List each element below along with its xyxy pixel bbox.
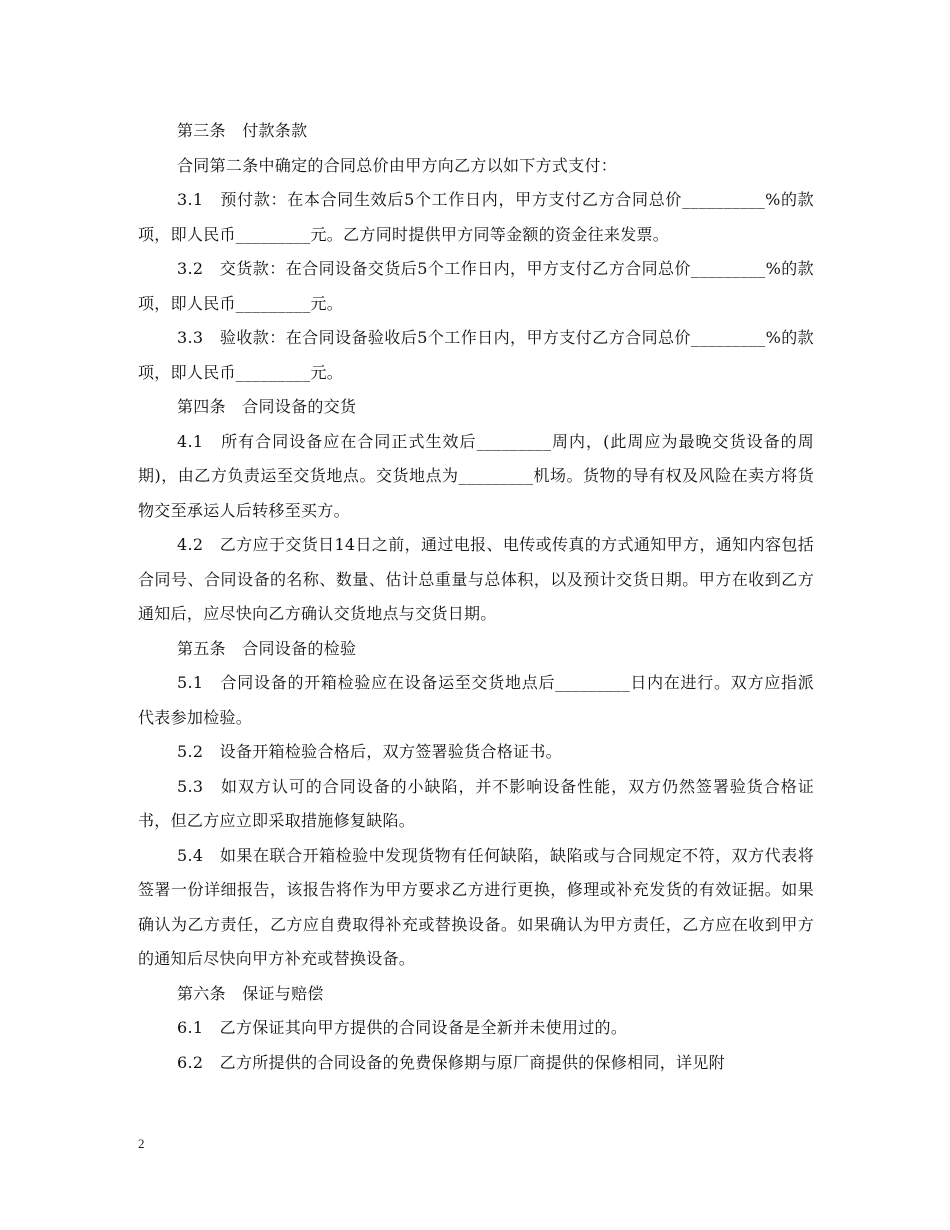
clause-3-2: 3.2 交货款：在合同设备交货后5个工作日内，甲方支付乙方合同总价_________%的款项，即人民币_________元。 — [138, 259, 814, 313]
clause-3-3: 3.3 验收款：在合同设备验收后5个工作日内，甲方支付乙方合同总价_________%的款项，即人民币_________元。 — [138, 328, 814, 382]
clause-5-1: 5.1 合同设备的开箱检验应在设备运至交货地点后_________日内在进行。双方应指派代表参加检验。 — [138, 673, 814, 727]
page-number: 2 — [138, 1136, 145, 1151]
article-3-heading: 第三条 付款条款 — [177, 121, 308, 140]
document-body — [138, 114, 814, 1080]
clause-3-1: 3.1 预付款：在本合同生效后5个工作日内，甲方支付乙方合同总价__________%的款项，即人民币_________元。乙方同时提供甲方同等金额的资金往来发票。 — [138, 190, 814, 244]
clause-5-4: 5.4 如果在联合开箱检验中发现货物有任何缺陷，缺陷或与合同规定不符，双方代表将签署一份详细报告，该报告将作为甲方要求乙方进行更换，修理或补充发货的有效证据。如果确认为乙方责任，乙方应自费取得补充或替换设备。如果确认为甲方责任，乙方应在收到甲方的通知后尽快向甲方补充或替换设备。 — [138, 845, 814, 968]
article-5-heading: 第五条 合同设备的检验 — [177, 638, 357, 658]
article-4-heading: 第四条 合同设备的交货 — [177, 397, 357, 416]
clause-4-1: 4.1 所有合同设备应在合同正式生效后_________周内，(此周应为最晚交货设备的周期)，由乙方负责运至交货地点。交货地点为_________机场。货物的导有权及风险在卖方将货物交至承运人后转移至买方。 — [138, 431, 814, 520]
clause-6-2: 6.2 乙方所提供的合同设备的免费保修期与原厂商提供的保修相同，详见附 — [177, 1052, 725, 1072]
clause-5-3: 5.3 如双方认可的合同设备的小缺陷，并不影响设备性能，双方仍然签署验货合格证书，但乙方应立即采取措施修复缺陷。 — [138, 776, 814, 830]
clause-5-2: 5.2 设备开箱检验合格后，双方签署验货合格证书。 — [177, 742, 562, 761]
paragraph: 合同第二条中确定的合同总价由甲方向乙方以如下方式支付： — [177, 155, 618, 175]
clause-6-1: 6.1 乙方保证其向甲方提供的合同设备是全新并未使用过的。 — [177, 1018, 628, 1037]
article-6-heading: 第六条 保证与赔偿 — [177, 983, 324, 1003]
clause-4-2: 4.2 乙方应于交货日14日之前，通过电报、电传或传真的方式通知甲方，通知内容包括合同号、合同设备的名称、数量、估计总重量与总体积，以及预计交货日期。甲方在收到乙方通知后，应尽快向乙方确认交货地点与交货日期。 — [138, 535, 814, 623]
